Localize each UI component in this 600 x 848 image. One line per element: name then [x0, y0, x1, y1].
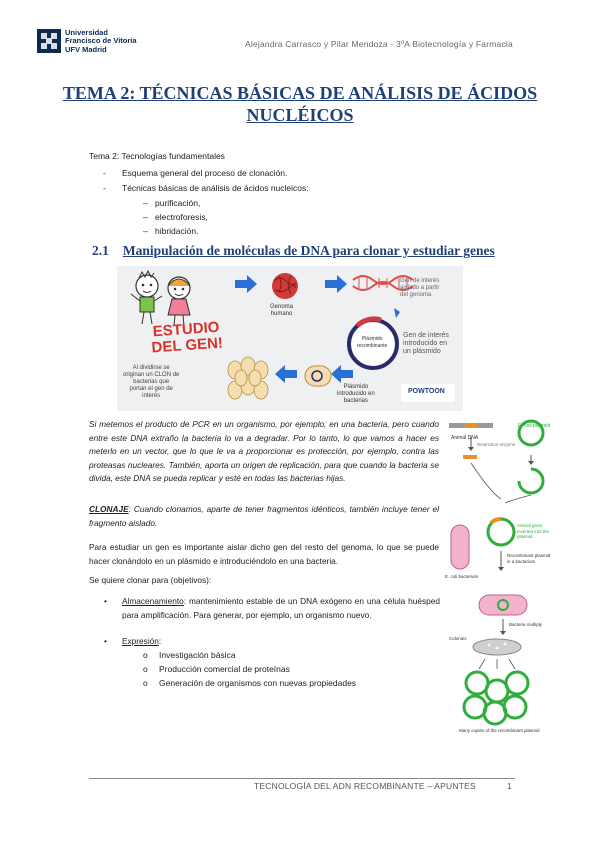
- section-heading: [92, 243, 495, 259]
- label-line: portan el gen de: [129, 386, 173, 392]
- title-line: NUCLÉICOS: [246, 105, 354, 125]
- label-line: introducido en: [403, 340, 447, 347]
- university-logo: [37, 29, 137, 57]
- label-line: aislado a partir: [400, 285, 440, 291]
- title-line: TEMA 2: TÉCNICAS BÁSICAS DE ANÁLISIS DE ÁCIDOS: [62, 83, 538, 103]
- label-line: del genoma: [400, 292, 432, 298]
- paragraph-pcr: Si metemos el producto de PCR en un organismo, por ejemplo, en una bacteria, pero cuando entre este DNA extraño la bacteria lo va a degradar. Por lo tanto, lo que vamos a hacer es meterlo en un vector, que lo que le va a proporcionar es protección, por ejemplo, contra las proteasas nucleares. También, aporta un origen de replicación, para que cuando la bacteria se divida, este DNA se pueda replicar y esté en todas las bacterias hijas.: [89, 419, 439, 483]
- label-recombinant-plasmid: [357, 336, 387, 350]
- objective-almacenamiento: [122, 595, 440, 622]
- label-plasmid-in-bacteria: [337, 384, 375, 405]
- objective-text: : mantenimiento estable de un DNA exógeno en una célula huésped para amplificación. Para generar, por ejemplo, un organismo nuevo.: [122, 596, 440, 620]
- brand-logo: POWTOON: [408, 388, 445, 395]
- label-line: Gen de interés: [400, 278, 440, 284]
- fig-label-animal-dna: Animal DNA: [451, 435, 479, 441]
- objective-expresion: [122, 635, 440, 649]
- footer-divider: [89, 778, 515, 779]
- section-label: Manipulación de moléculas de DNA para clonar y estudiar genes: [122, 243, 495, 258]
- label-line: Plásmido: [361, 336, 383, 342]
- fig-label-restriction: Restriction enzyme: [477, 442, 516, 447]
- paragraph-objectives: Se quiere clonar para (objetivos):: [89, 575, 212, 585]
- genome-icon: [272, 273, 298, 299]
- fig-label-ecoli-plasmid: E. coli plasmid: [518, 423, 551, 429]
- sub-item: purificación,: [155, 198, 201, 208]
- bullet-dash: -: [103, 183, 106, 193]
- logo-text: [65, 29, 137, 54]
- bacterium-with-plasmid-icon: [479, 595, 527, 615]
- label-study: [150, 320, 223, 357]
- arrow-icon: [394, 308, 400, 318]
- paragraph-study-gene: Para estudiar un gen es importante aislar dicho gen del resto del genoma, lo que se puede hacer clonándolo en un plásmido e introduciéndolo en una bacteria.: [89, 542, 439, 566]
- label-genome: [270, 304, 293, 318]
- cloning-infographic: [117, 266, 463, 411]
- many-plasmids-icon: [464, 672, 528, 724]
- bullet-item: Técnicas básicas de análisis de ácidos nucleicos:: [122, 183, 309, 193]
- label-line: ESTUDIO: [152, 318, 220, 341]
- fig-label-ecoli: E. coli bacterium: [445, 574, 479, 579]
- expresion-item: Generación de organismos con nuevas propiedades: [159, 678, 357, 688]
- label-gene-in-plasmid: [403, 332, 449, 356]
- page-title: [60, 82, 540, 126]
- clonaje-term: CLONAJE: [89, 504, 129, 514]
- objective-colon: :: [158, 636, 162, 646]
- label-line: DEL GEN!: [151, 334, 224, 357]
- label-line: Gen de interés: [403, 332, 449, 339]
- label-line: un plásmido: [403, 348, 441, 355]
- bullet-dot: •: [104, 636, 107, 646]
- label-line: bacterias: [343, 398, 369, 404]
- label-line: Genoma: [270, 304, 294, 310]
- animal-dna-icon: [449, 423, 493, 428]
- expresion-item: Producción comercial de proteínas: [159, 664, 290, 674]
- kids-drawing-icon: [131, 271, 190, 326]
- arrow-icon: [325, 275, 347, 293]
- sub-bullet: o: [143, 678, 148, 688]
- label-line: humano: [270, 311, 293, 317]
- fig-label-recombinant: Animal gene inserted into the plasmid: [517, 523, 550, 539]
- sub-dash: –: [143, 226, 148, 236]
- sub-item: electroforesis,: [155, 212, 208, 222]
- arrow-icon: [235, 275, 257, 293]
- header-author: Alejandra Carrasco y Pilar Mendoza - 3ºA Biotecnología y Farmacia: [245, 39, 513, 49]
- logo-emblem-icon: [37, 29, 61, 53]
- expresion-item: Investigación básica: [159, 650, 236, 660]
- fig-label-recombinant-bacterium: Recombinant plasmid in a bacterium: [507, 553, 551, 564]
- label-line: originan un CLON de: [123, 372, 180, 378]
- label-line: recombinante: [357, 343, 388, 349]
- bullet-item: Esquema general del proceso de clonación.: [122, 168, 288, 178]
- cloning-figure: [445, 415, 553, 737]
- logo-line: UFV Madrid: [65, 44, 107, 54]
- label-line: Plásmido: [343, 384, 369, 390]
- logo-line: Universidad: [65, 28, 108, 37]
- label-line: interés: [142, 393, 161, 399]
- ecoli-bacterium-icon: [451, 525, 469, 569]
- paragraph-clonaje: [89, 503, 439, 530]
- section-number: 2.1: [92, 243, 109, 258]
- sub-dash: –: [143, 198, 148, 208]
- label-division: [123, 365, 179, 400]
- logo-line: Francisco de Vitoria: [65, 36, 137, 46]
- cut-plasmid-icon: [519, 469, 543, 493]
- footer-text: TECNOLOGÍA DEL ADN RECOMBINANTE – APUNTES: [254, 781, 476, 791]
- page-number: 1: [507, 781, 512, 791]
- arrow-icon: [331, 365, 353, 383]
- label-line: bacterias que: [133, 379, 170, 385]
- sub-dash: –: [143, 212, 148, 222]
- intro-text: Tema 2: Tecnologías fundamentales: [89, 151, 225, 161]
- fig-label-multiply: Bacteria multiply: [509, 622, 543, 627]
- bullet-dot: •: [104, 596, 107, 606]
- sub-bullet: o: [143, 664, 148, 674]
- sub-bullet: o: [143, 650, 148, 660]
- label-line: Al dividirse se: [132, 365, 170, 371]
- clonaje-definition: : Cuando clonamos, aparte de tener fragmentos idénticos, también incluye tener el fragmento aislado.: [89, 504, 439, 528]
- label-gene-isolated: [400, 278, 439, 299]
- label-line: introducido en: [337, 391, 375, 397]
- fig-label-many-copies: Many copies of the recombinant plasmid: [459, 728, 540, 733]
- fig-label-colonies: Colonies: [449, 636, 467, 641]
- bullet-dash: -: [103, 168, 106, 178]
- bacteria-cluster-icon: [228, 357, 268, 399]
- arrow-icon: [275, 365, 297, 383]
- gene-fragment-icon: [463, 455, 477, 459]
- objective-term: Expresión: [122, 636, 159, 646]
- objective-term: Almacenamiento: [122, 596, 184, 606]
- bacterium-icon: [305, 366, 331, 386]
- sub-item: hibridación.: [155, 226, 199, 236]
